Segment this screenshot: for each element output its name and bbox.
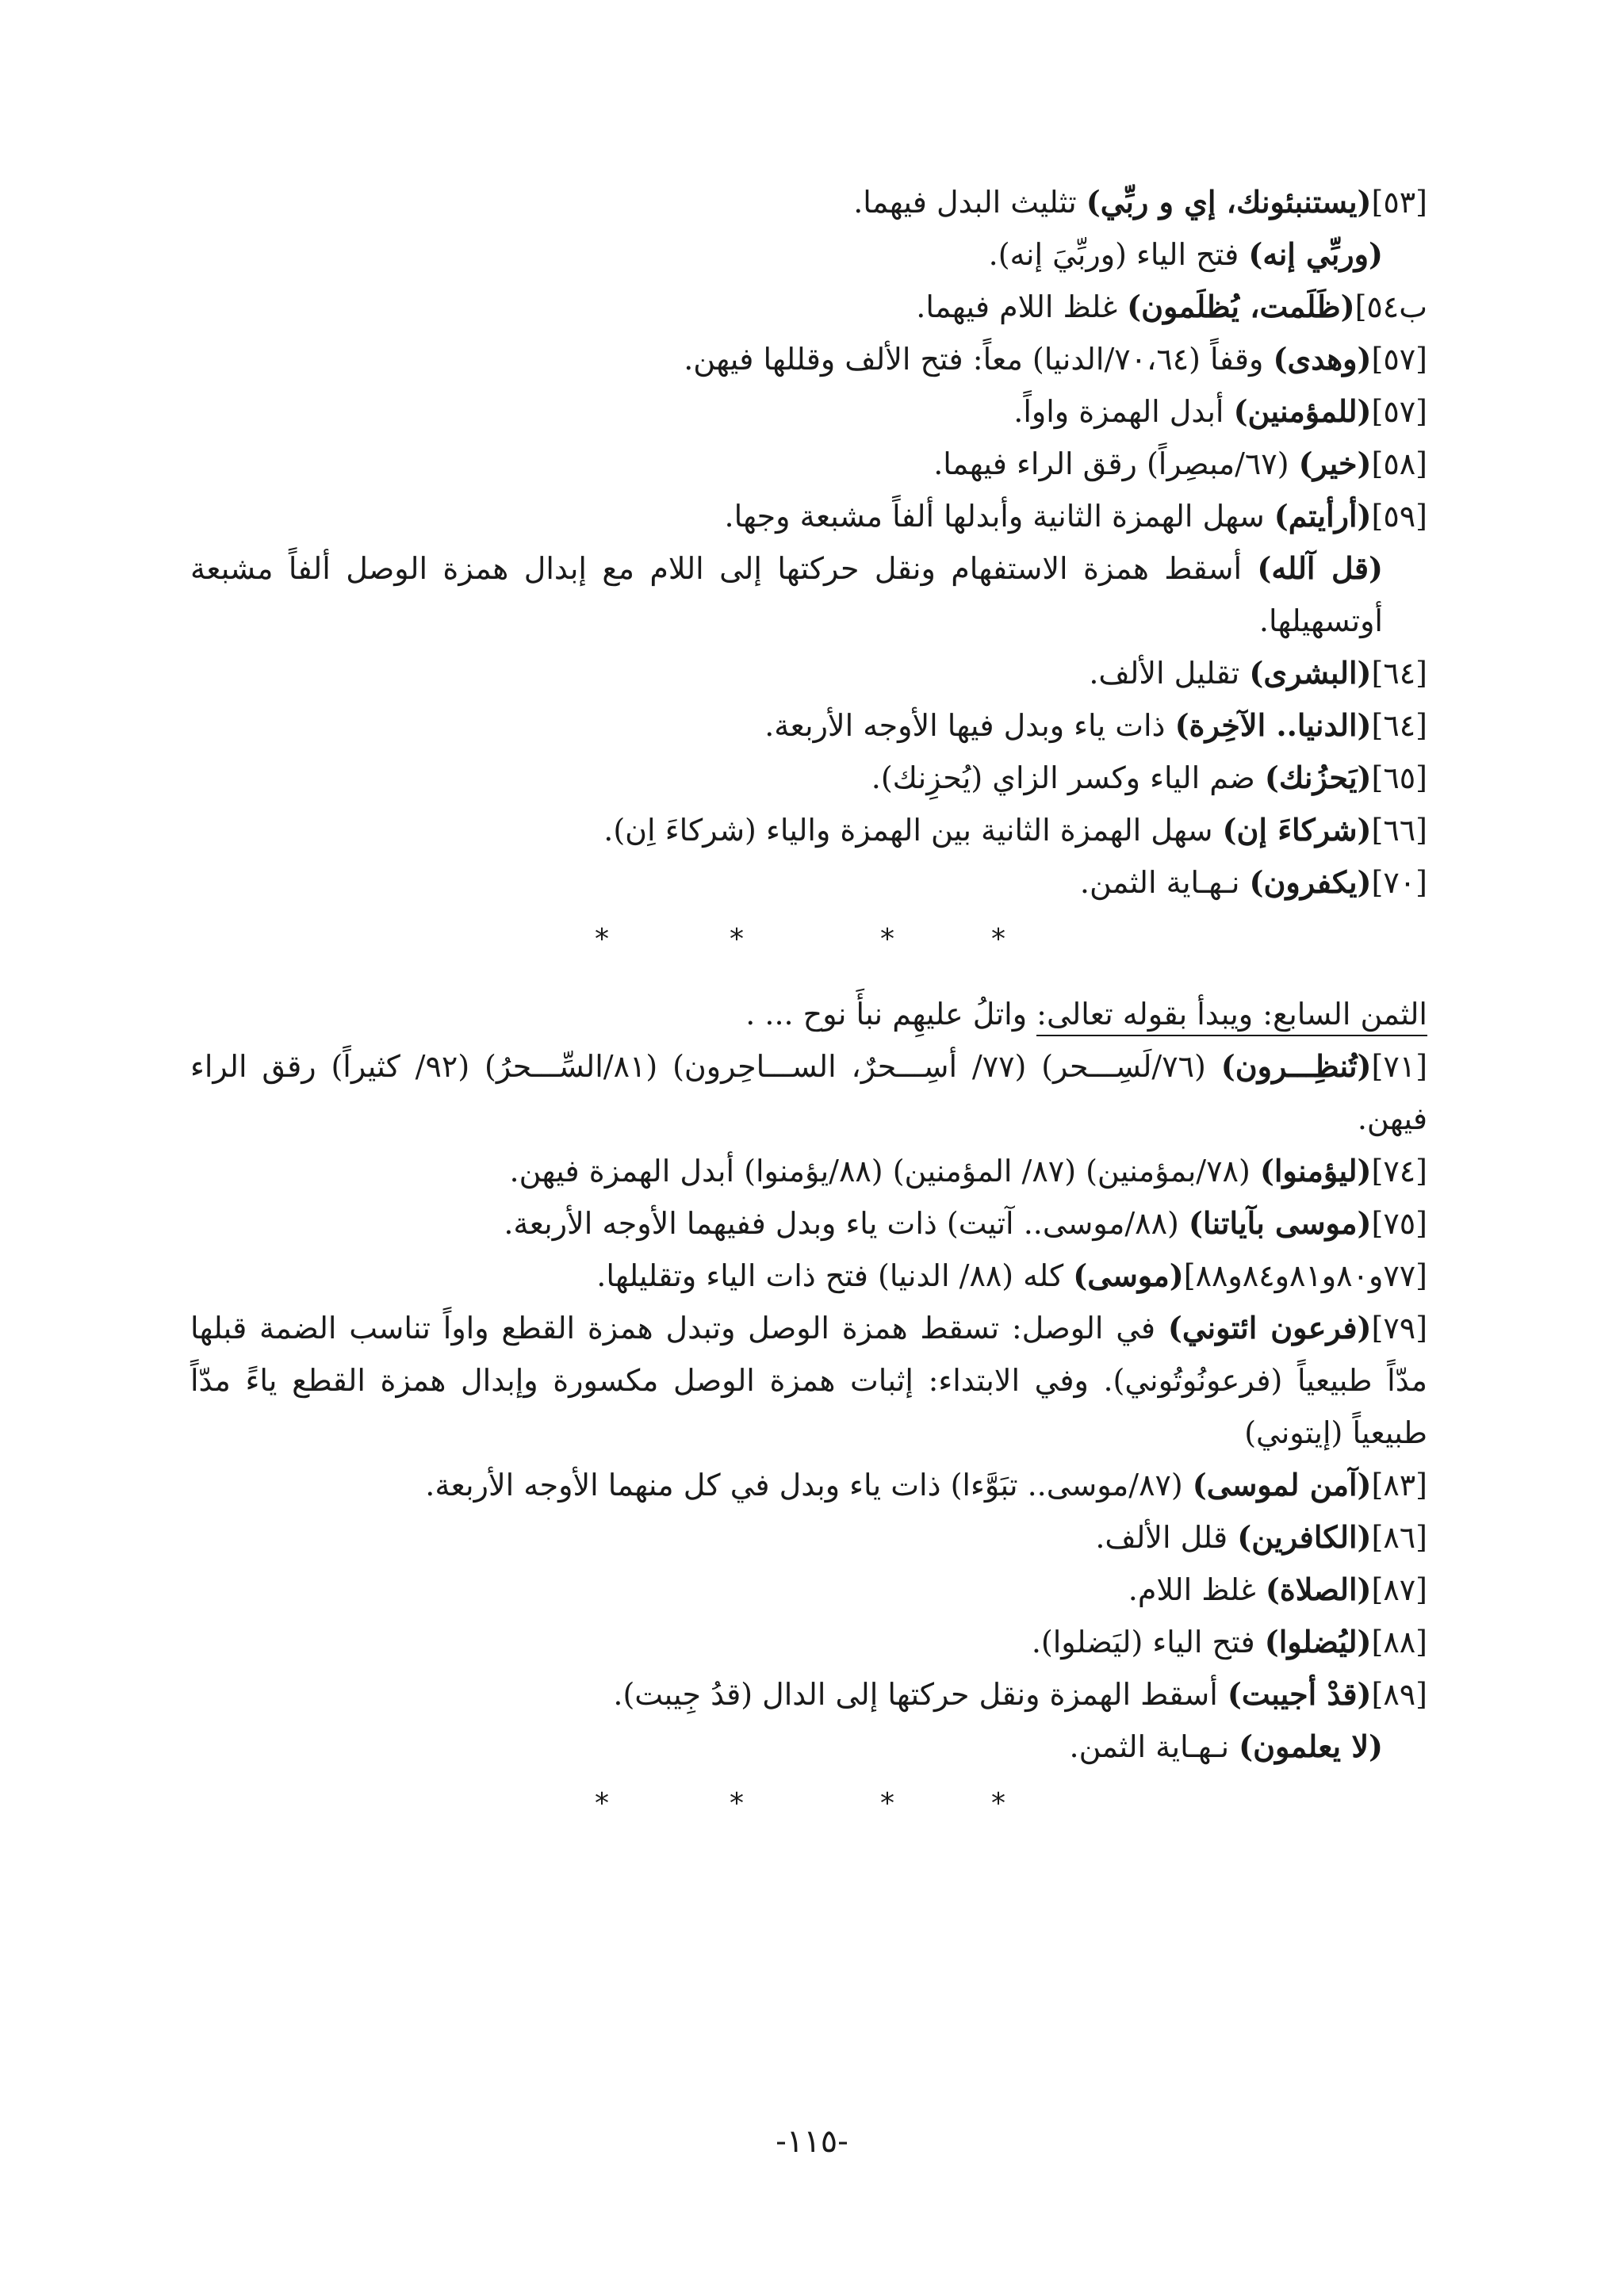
- page-body: [190, 176, 1427, 1820]
- entry-line: [٥٩](أرأيتم) سهل الهمزة الثانية وأبدلها ألفاً مشبعة وجها.: [724, 498, 1427, 534]
- entry-line: [٨٣](آمن لموسى) (٨٧/موسى.. تبَوَّءا) ذات ياء وبدل في كل منهما الأوجه الأربعة.: [425, 1467, 1427, 1503]
- section-separator: [190, 909, 1427, 956]
- star-mark: *: [991, 1787, 1005, 1820]
- star-mark: *: [880, 1787, 894, 1820]
- entry-line: (وربِّي إنه) فتح الياء (وربِّيَ إنه).: [988, 236, 1383, 272]
- entry-line: [٥٧](للمؤمنين) أبدل الهمزة واواً.: [1013, 393, 1427, 429]
- entry-line: [٥٣](يستنبئونك، إي و ربِّي) تثليث البدل فيهما.: [853, 184, 1427, 220]
- section-title: الثمن السابع: ويبدأ بقوله تعالى:: [1036, 993, 1427, 1036]
- entry-line: [٨٦](الكافرين) قلل الألف.: [1095, 1519, 1427, 1555]
- star-mark: *: [595, 1787, 609, 1820]
- entry-line: [٧٧و٨٠و٨١و٨٤و٨٨](موسى) كله (٨٨/ الدنيا) فتح ذات الياء وتقليلها.: [596, 1258, 1427, 1293]
- star-mark: *: [880, 923, 894, 955]
- entry-paragraph: (قل آلله) أسقط همزة الاستفهام ونقل حركتها إلى اللام مع إبدال همزة الوصل ألفاً مشبعة أوتسهيلها.: [190, 550, 1383, 638]
- star-mark: *: [730, 1787, 744, 1820]
- entry-line: [٦٤](البشرى) تقليل الألف.: [1089, 655, 1427, 691]
- section-verse: واتلُ عليهِم نبأَ نوح ... .: [745, 997, 1037, 1032]
- entry-line: ب٥٤](ظَلَمت، يُظلَمون) غلظ اللام فيهما.: [916, 289, 1427, 324]
- entry-line: [٧٤](ليؤمنوا) (٧٨/بمؤمنين) (٨٧/ المؤمنين) (٨٨/يؤمنوا) أبدل الهمزة فيهن.: [509, 1153, 1427, 1189]
- entry-paragraph: [٧١](تُنظِـــرون) (٧٦/لَسِـــحر) (٧٧/ أسِـــحرٌ، الســـاحِرون) (٨١/السِّـــحرُ) (٩٢/ كثيراً) رقق الراء فيهن.: [190, 1048, 1428, 1136]
- entry-line: [٨٩](قدْ أجيبت) أسقط الهمزة ونقل حركتها إلى الدال (قدُ جِيبت).: [613, 1676, 1427, 1712]
- entry-line: [٦٦](شركاءَ إن) سهل الهمزة الثانية بين الهمزة والياء (شركاءَ اِن).: [603, 812, 1427, 848]
- entry-line: [٦٥](يَحزُنك) ضم الياء وكسر الزاي (يُحزِنك).: [871, 760, 1427, 795]
- entry-line: [٥٨](خير) (٦٧/مبصِراً) رقق الراء فيهما.: [933, 446, 1427, 481]
- section-heading: [190, 988, 1427, 1040]
- section-separator: [190, 1773, 1427, 1820]
- entry-line: [٦٤](الدنيا.. الآخِرة) ذات ياء وبدل فيها الأوجه الأربعة.: [764, 707, 1427, 743]
- page-number: -١١٥-: [776, 2123, 848, 2160]
- star-mark: *: [595, 923, 609, 955]
- entry-line: [٨٧](الصلاة) غلظ اللام.: [1128, 1571, 1427, 1607]
- entry-line: [٥٧](وهدى) وقفاً (٧٠،٦٤/الدنيا) معاً: فتح الألف وقللها فيهن.: [684, 341, 1427, 377]
- star-mark: *: [730, 923, 744, 955]
- entry-line: (لا يعلمون) نـهـاية الثمن.: [1069, 1728, 1383, 1764]
- entry-line: [٧٠](يكفرون) نـهـاية الثمن.: [1079, 864, 1427, 900]
- star-mark: *: [991, 923, 1005, 955]
- entry-line: [٨٨](ليُضلوا) فتح الياء (ليَضلوا).: [1031, 1624, 1427, 1659]
- entry-paragraph: [٧٩](فرعون ائتوني) في الوصل: تسقط همزة الوصل وتبدل همزة القطع واواً تناسب الضمة قبلها مدّاً طبيعياً (فرعونُوتُوني). وفي الابتداء: إثبات همزة الوصل مكسورة وإبدال همزة القطع ياءً مدّاً طبيعياً (إيتوني): [190, 1310, 1428, 1450]
- entry-line: [٧٥](موسى بآياتنا) (٨٨/موسى.. آتيت) ذات ياء وبدل ففيهما الأوجه الأربعة.: [504, 1205, 1427, 1241]
